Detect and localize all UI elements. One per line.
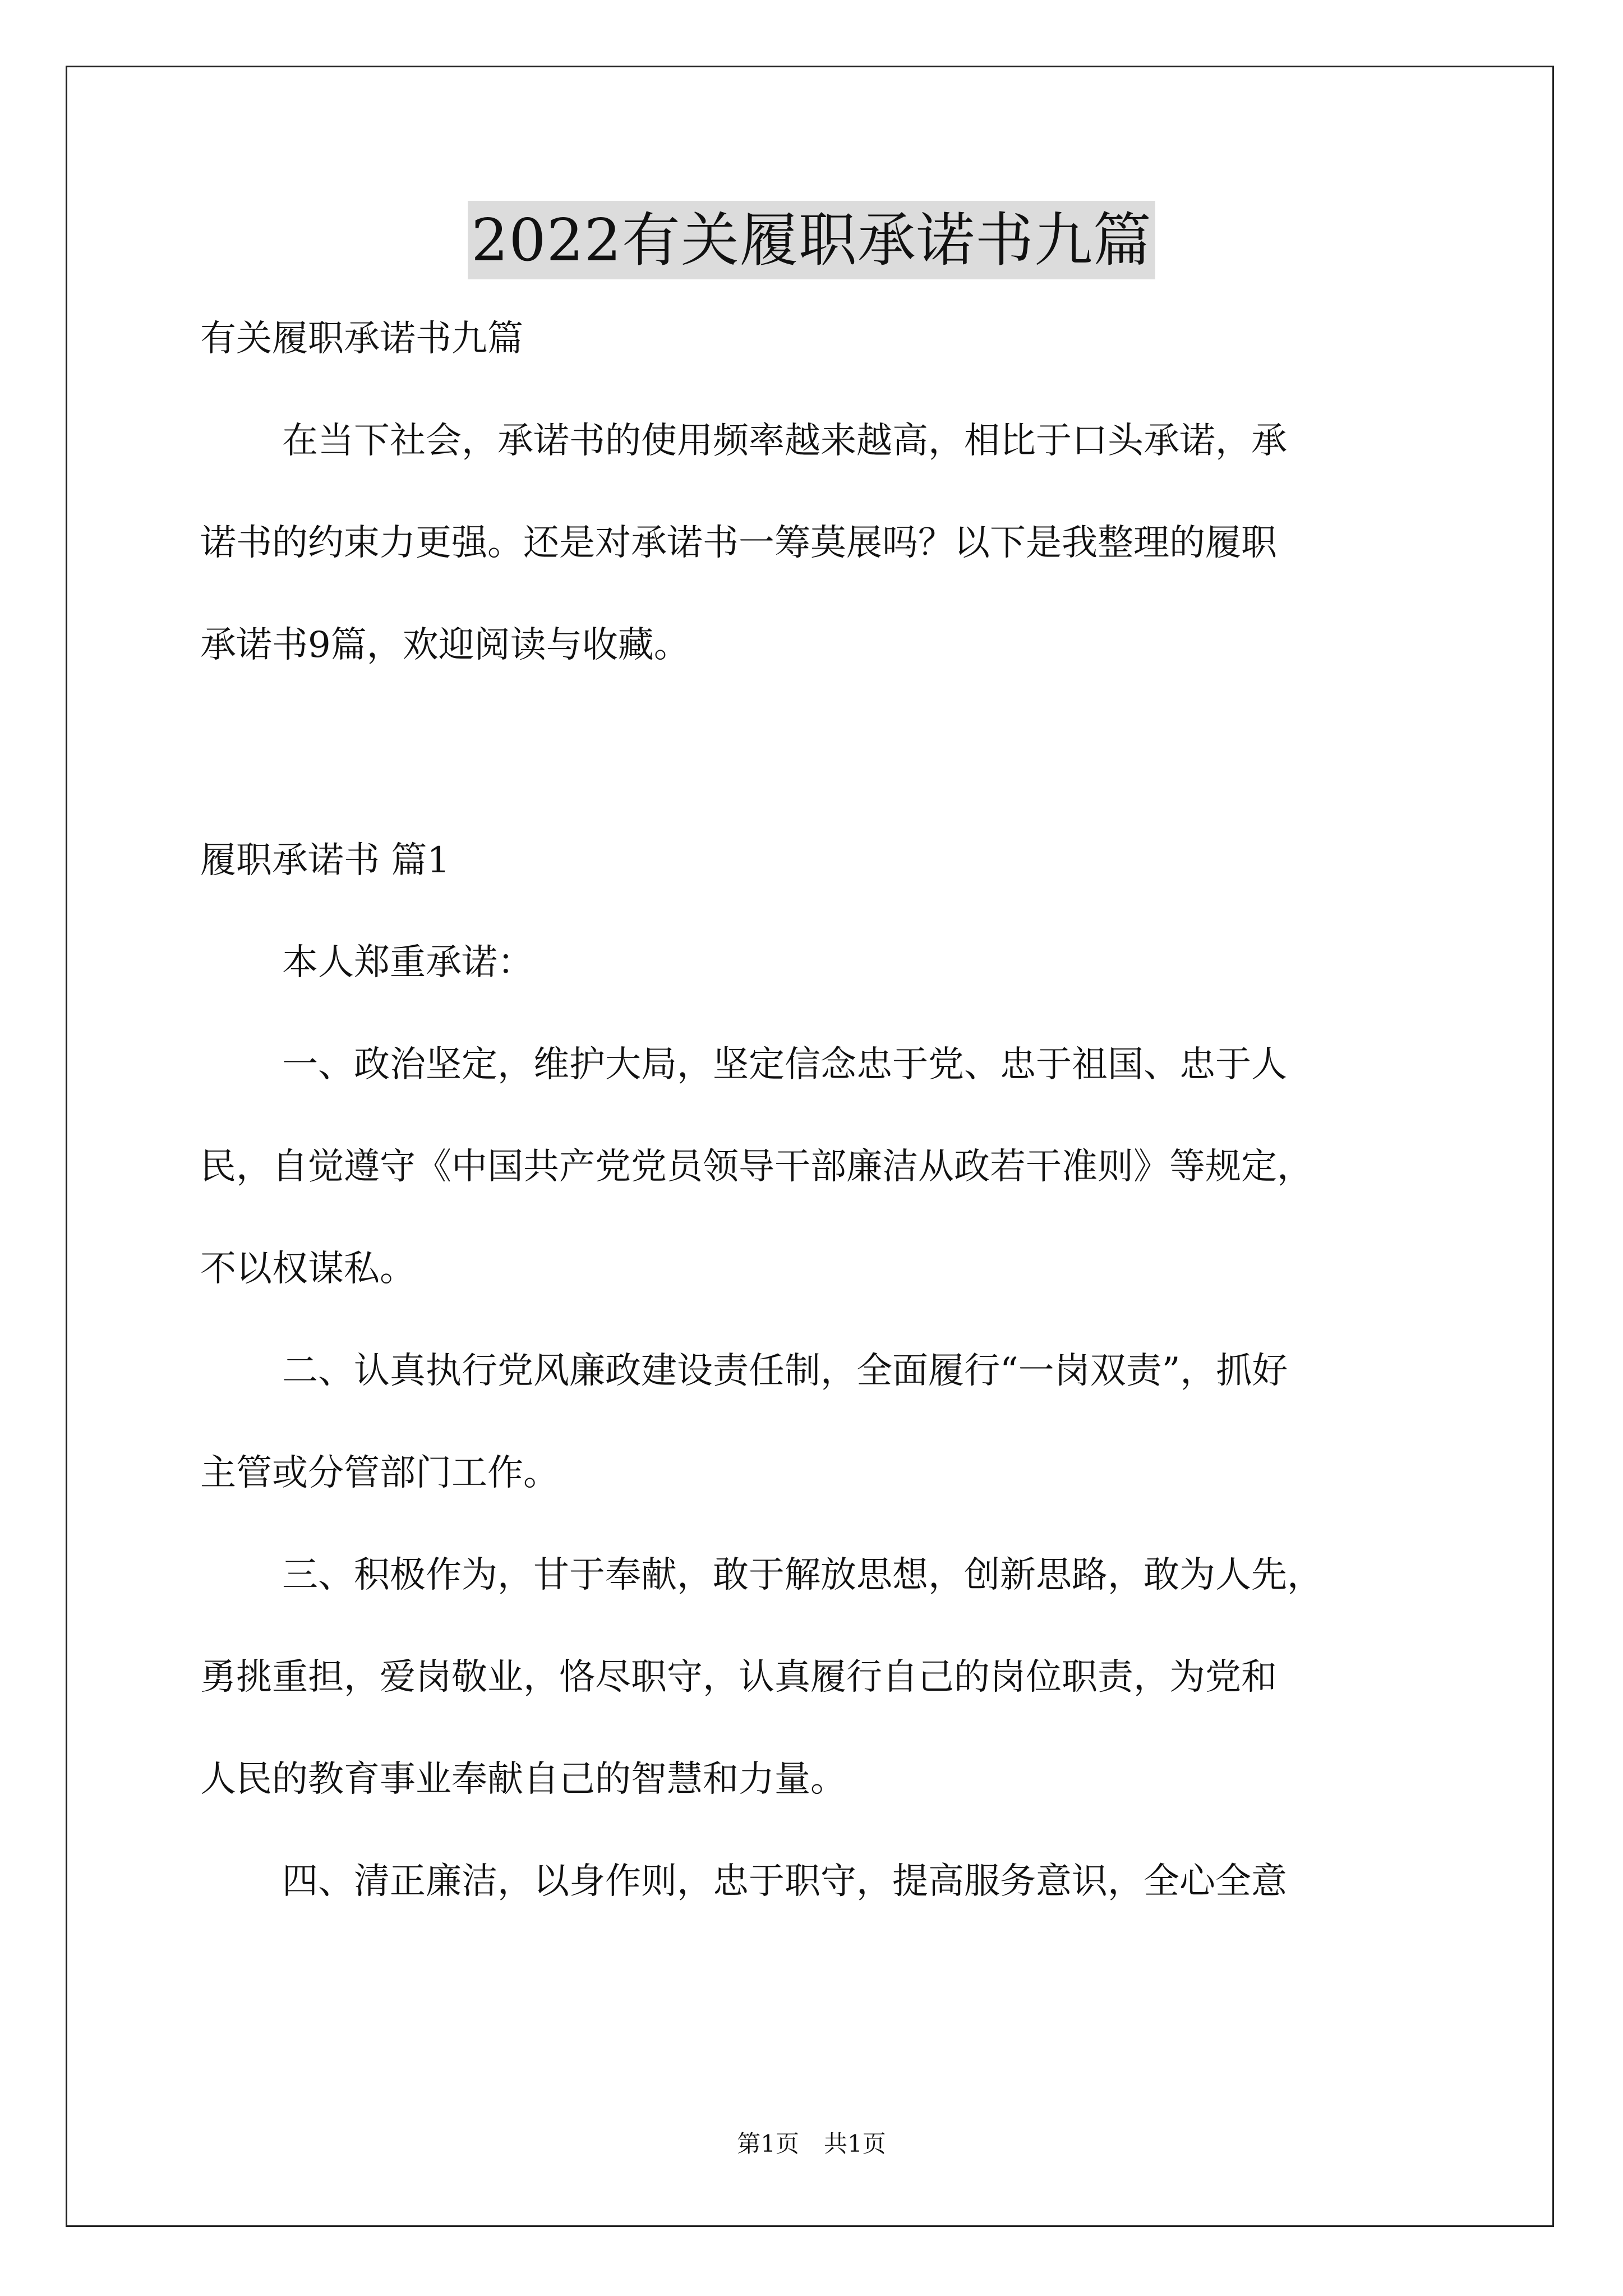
document-body (200, 310, 1445, 1911)
text-line: 不以权谋私。 (200, 1248, 416, 1290)
text-line: 勇挑重担，爱岗敬业，恪尽职守，认真履行自己的岗位职责，为党和 (200, 1657, 1277, 1698)
text-line: 四、清正廉洁，以身作则，忠于职守，提高服务意识，全心全意 (282, 1861, 1287, 1902)
text-line: 民，自觉遵守《中国共产党党员领导干部廉洁从政若干准则》等规定， (200, 1146, 1313, 1188)
text-line: 三、积极作为，甘于奉献，敢于解放思想，创新思路，敢为人先， (282, 1554, 1323, 1596)
text-line: 承诺书9篇，欢迎阅读与收藏。 (200, 624, 690, 666)
item-4 (200, 1852, 1445, 1911)
page-footer (0, 2127, 1623, 2161)
document-title: 2022有关履职承诺书九篇 (468, 201, 1155, 279)
text-line: 诺书的约束力更强。还是对承诺书一筹莫展吗？以下是我整理的履职 (200, 522, 1277, 564)
opening-statement: 本人郑重承诺： (282, 942, 533, 983)
page-number: 第1页 (737, 2130, 799, 2157)
text-line: 在当下社会，承诺书的使用频率越来越高，相比于口头承诺，承 (282, 420, 1287, 462)
spacer (200, 368, 1445, 412)
document-subtitle: 有关履职承诺书九篇 (200, 318, 523, 360)
text-line: 主管或分管部门工作。 (200, 1452, 559, 1494)
item-1 (200, 1036, 1445, 1298)
item-3 (200, 1546, 1445, 1809)
intro-paragraph (200, 412, 1445, 674)
text-line: 二、认真执行党风廉政建设责任制，全面履行“一岗双责”，抓好 (282, 1350, 1288, 1392)
text-line: 一、政治坚定，维护大局，坚定信念忠于党、忠于祖国、忠于人 (282, 1044, 1287, 1085)
page-total: 共1页 (824, 2130, 886, 2157)
item-2 (200, 1342, 1445, 1502)
title-container (0, 201, 1623, 279)
text-line: 人民的教育事业奉献自己的智慧和力量。 (200, 1759, 846, 1800)
spacer (200, 674, 1445, 831)
section-heading: 履职承诺书 篇1 (200, 840, 450, 881)
